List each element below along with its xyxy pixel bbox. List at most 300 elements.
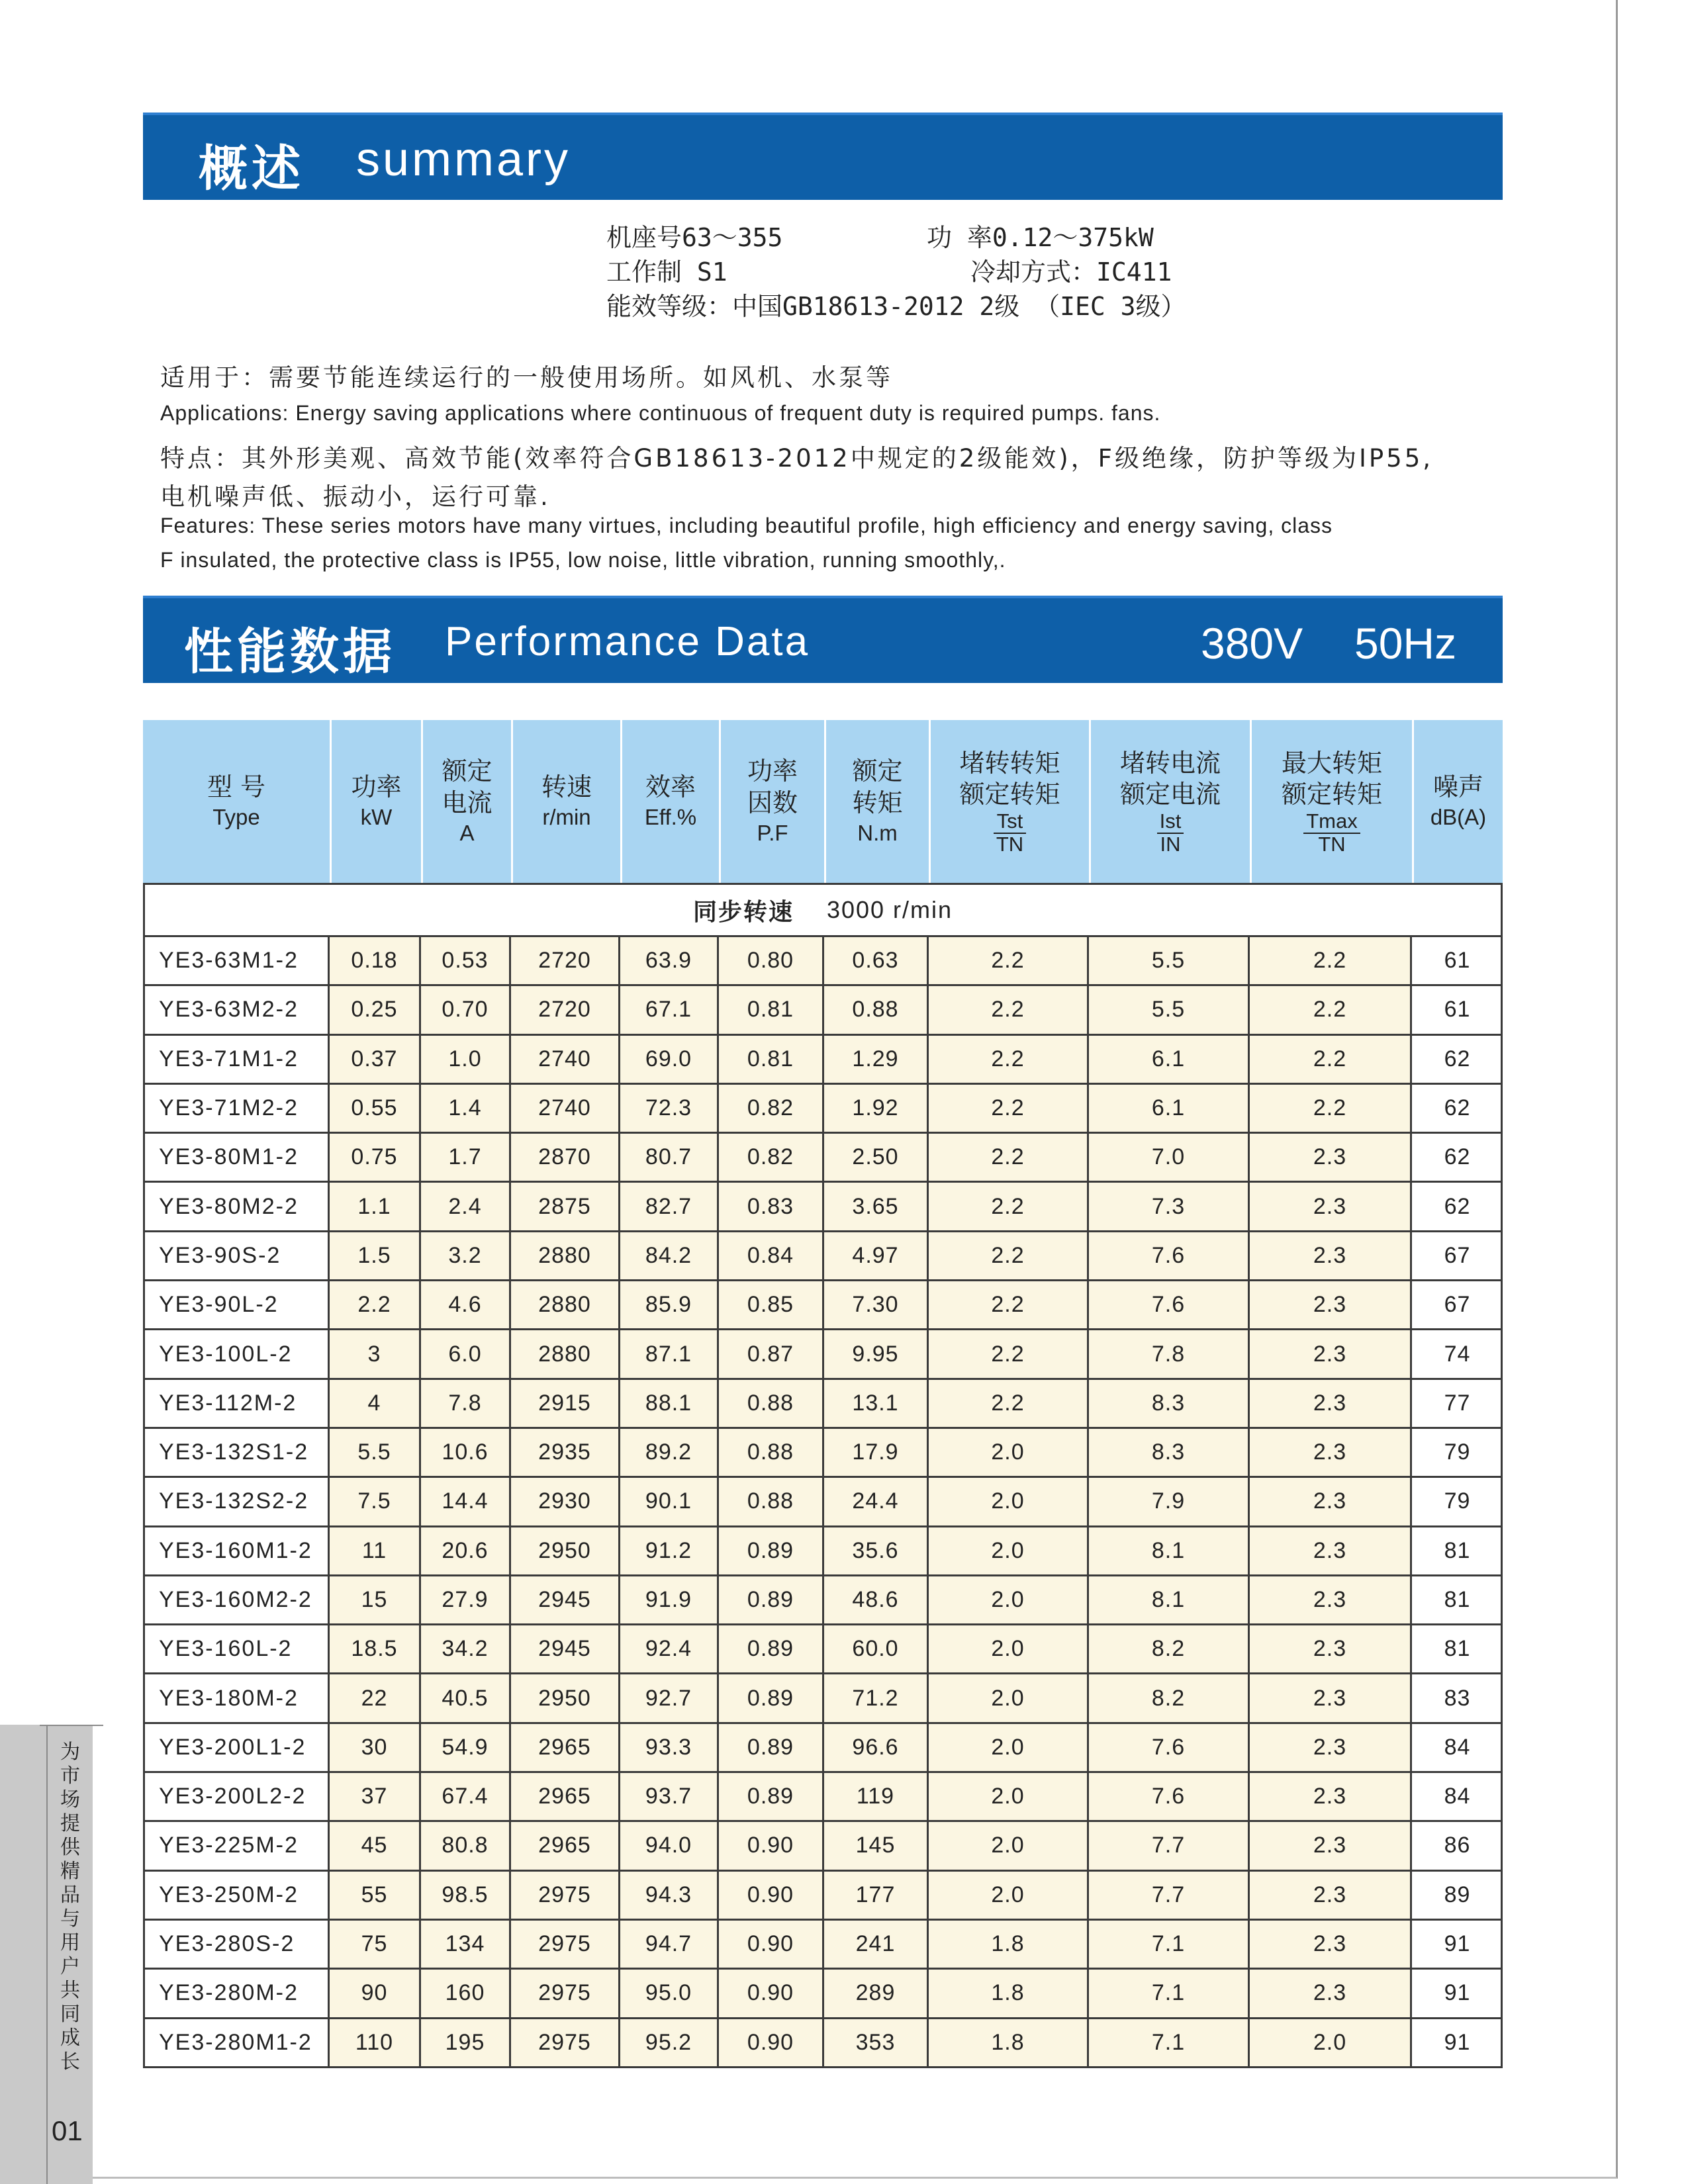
cell-ist-ratio: 5.5	[1089, 937, 1250, 984]
cell-type: YE3-200L2-2	[143, 1773, 330, 1820]
cell-ist-ratio: 7.1	[1089, 2019, 1250, 2066]
cell-power-factor: 0.81	[719, 1036, 824, 1083]
cell-noise: 81	[1444, 1587, 1471, 1612]
cell-efficiency: 85.9	[620, 1281, 719, 1328]
cell-current: 195	[421, 2019, 511, 2066]
cell-power-factor: 0.88	[719, 1380, 824, 1427]
cell-tmax-ratio: 2.2	[1250, 1085, 1412, 1132]
header-speed	[513, 720, 620, 883]
cell-current: 98.5	[421, 1872, 511, 1919]
cell-efficiency: 94.3	[620, 1872, 719, 1919]
cell-type: YE3-160M1-2	[143, 1527, 330, 1574]
header-efficiency	[622, 720, 719, 883]
cell-noise: 61	[1444, 948, 1471, 974]
cell-speed: 2975	[511, 1872, 620, 1919]
cell-rated-torque: 3.65	[824, 1183, 929, 1230]
cell-speed: 2720	[511, 986, 620, 1033]
cell-tst-ratio: 1.8	[929, 1970, 1089, 2017]
header-ist-den: IN	[1160, 832, 1181, 856]
performance-title-cn: 性能数据	[184, 623, 396, 680]
cell-power-factor: 0.90	[719, 1872, 824, 1919]
cell-speed: 2945	[511, 1625, 620, 1672]
cell-ist-ratio: 7.6	[1089, 1773, 1250, 1820]
cell-efficiency: 94.7	[620, 1921, 719, 1968]
header-noise-cn: 噪声	[1432, 772, 1483, 802]
cell-tst-ratio: 1.8	[929, 2019, 1089, 2066]
cell-tmax-ratio: 2.3	[1250, 1822, 1412, 1869]
cell-power: 5.5	[330, 1429, 421, 1476]
cell-tmax-ratio: 2.3	[1250, 1576, 1412, 1623]
cell-tst-ratio: 2.0	[929, 1872, 1089, 1919]
cell-tmax-ratio: 2.3	[1250, 1134, 1412, 1181]
table-row	[143, 1429, 1503, 1478]
cell-ist-ratio: 6.1	[1089, 1036, 1250, 1083]
cell-tst-ratio: 1.8	[929, 1921, 1089, 1968]
cell-efficiency: 69.0	[620, 1036, 719, 1083]
cell-efficiency: 94.0	[620, 1822, 719, 1869]
cell-tmax-ratio: 2.3	[1250, 1921, 1412, 1968]
cell-type: YE3-280M-2	[143, 1970, 330, 2017]
cell-ist-ratio: 7.9	[1089, 1478, 1250, 1525]
cell-speed: 2945	[511, 1576, 620, 1623]
cell-tmax-ratio: 2.3	[1250, 1380, 1412, 1427]
cell-tst-ratio: 2.0	[929, 1773, 1089, 1820]
cell-rated-torque: 60.0	[824, 1625, 929, 1672]
cell-type: YE3-80M2-2	[143, 1183, 330, 1230]
header-ist-num: Ist	[1157, 811, 1184, 834]
header-tst-cn1: 堵转转矩	[959, 748, 1060, 778]
cell-power-factor: 0.89	[719, 1576, 824, 1623]
cell-tst-ratio: 2.2	[929, 1036, 1089, 1083]
cell-efficiency: 82.7	[620, 1183, 719, 1230]
cell-efficiency: 89.2	[620, 1429, 719, 1476]
cell-current: 27.9	[421, 1576, 511, 1623]
header-efficiency-unit: Eff.%	[644, 805, 697, 830]
header-tst-den: TN	[996, 832, 1024, 856]
cell-ist-ratio: 7.3	[1089, 1183, 1250, 1230]
side-slogan: 为市场提供精品 与用户共同成长	[60, 1741, 80, 2073]
table-row	[143, 1281, 1503, 1330]
cell-efficiency: 90.1	[620, 1478, 719, 1525]
cell-current: 10.6	[421, 1429, 511, 1476]
cell-type: YE3-200L1-2	[143, 1724, 330, 1771]
cell-ist-ratio: 7.0	[1089, 1134, 1250, 1181]
cell-power-factor: 0.89	[719, 1674, 824, 1721]
header-tst-cn2: 额定转矩	[959, 780, 1060, 809]
cell-type: YE3-100L-2	[143, 1330, 330, 1377]
table-row	[143, 1576, 1503, 1625]
cell-current: 34.2	[421, 1625, 511, 1672]
cell-tst-ratio: 2.0	[929, 1478, 1089, 1525]
cell-ist-ratio: 8.1	[1089, 1576, 1250, 1623]
cell-noise: 62	[1444, 1046, 1471, 1071]
header-torque-cn2: 转矩	[852, 788, 903, 818]
cell-ist-ratio: 8.2	[1089, 1625, 1250, 1672]
cell-power: 30	[330, 1724, 421, 1771]
cell-tmax-ratio: 2.3	[1250, 1429, 1412, 1476]
header-rated-torque	[826, 720, 929, 883]
cell-current: 2.4	[421, 1183, 511, 1230]
header-speed-cn: 转速	[541, 772, 592, 802]
cell-tst-ratio: 2.2	[929, 986, 1089, 1033]
cell-type: YE3-71M1-2	[143, 1036, 330, 1083]
cell-tst-ratio: 2.2	[929, 1281, 1089, 1328]
cell-power: 55	[330, 1872, 421, 1919]
cell-type: YE3-80M1-2	[143, 1134, 330, 1181]
cell-speed: 2965	[511, 1822, 620, 1869]
cell-tmax-ratio: 2.3	[1250, 1232, 1412, 1279]
side-tick	[40, 1725, 103, 1726]
cell-tst-ratio: 2.0	[929, 1429, 1089, 1476]
cell-tmax-ratio: 2.2	[1250, 1036, 1412, 1083]
cell-tmax-ratio: 2.3	[1250, 1527, 1412, 1574]
features-en-line1: Features: These series motors have many virtues, including beautiful profile, high efficiency and energy saving, class	[160, 514, 1333, 537]
cell-noise: 91	[1444, 1931, 1471, 1957]
cell-rated-torque: 71.2	[824, 1674, 929, 1721]
cell-rated-torque: 289	[824, 1970, 929, 2017]
cell-tmax-ratio: 2.3	[1250, 1625, 1412, 1672]
header-speed-unit: r/min	[542, 805, 591, 830]
cell-noise: 61	[1444, 997, 1471, 1023]
table-row	[143, 1183, 1503, 1232]
cell-rated-torque: 119	[824, 1773, 929, 1820]
cell-ist-ratio: 7.7	[1089, 1872, 1250, 1919]
cell-rated-torque: 1.29	[824, 1036, 929, 1083]
cell-current: 1.0	[421, 1036, 511, 1083]
cell-speed: 2975	[511, 1970, 620, 2017]
cell-speed: 2740	[511, 1036, 620, 1083]
cell-noise: 83	[1444, 1685, 1471, 1711]
cell-tst-ratio: 2.0	[929, 1724, 1089, 1771]
header-tmax-cn2: 额定转矩	[1281, 780, 1382, 809]
cell-efficiency: 84.2	[620, 1232, 719, 1279]
cell-rated-torque: 241	[824, 1921, 929, 1968]
cell-power-factor: 0.82	[719, 1134, 824, 1181]
sync-speed-label: 同步转速	[692, 898, 794, 926]
cell-speed: 2935	[511, 1429, 620, 1476]
table-row	[143, 1724, 1503, 1773]
cell-ist-ratio: 7.6	[1089, 1232, 1250, 1279]
cell-tst-ratio: 2.2	[929, 1134, 1089, 1181]
side-line	[46, 1725, 48, 2184]
cell-rated-torque: 48.6	[824, 1576, 929, 1623]
header-current	[423, 720, 511, 883]
cell-current: 67.4	[421, 1773, 511, 1820]
cell-current: 1.4	[421, 1085, 511, 1132]
cell-efficiency: 88.1	[620, 1380, 719, 1427]
cell-type: YE3-280S-2	[143, 1921, 330, 1968]
cell-ist-ratio: 8.2	[1089, 1674, 1250, 1721]
cell-type: YE3-160M2-2	[143, 1576, 330, 1623]
cell-ist-ratio: 8.1	[1089, 1527, 1250, 1574]
cell-efficiency: 92.4	[620, 1625, 719, 1672]
spec-frame: 机座号63～355	[606, 223, 783, 252]
cell-current: 1.7	[421, 1134, 511, 1181]
cell-power: 2.2	[330, 1281, 421, 1328]
cell-noise: 91	[1444, 1980, 1471, 2006]
header-noise-unit: dB(A)	[1430, 805, 1487, 830]
cell-power: 110	[330, 2019, 421, 2066]
cell-power: 0.75	[330, 1134, 421, 1181]
cell-tst-ratio: 2.0	[929, 1625, 1089, 1672]
cell-tst-ratio: 2.2	[929, 1232, 1089, 1279]
cell-type: YE3-225M-2	[143, 1822, 330, 1869]
cell-power: 75	[330, 1921, 421, 1968]
cell-tst-ratio: 2.2	[929, 1183, 1089, 1230]
header-power-cn: 功率	[351, 772, 402, 802]
cell-tst-ratio: 2.0	[929, 1822, 1089, 1869]
cell-current: 7.8	[421, 1380, 511, 1427]
cell-tst-ratio: 2.2	[929, 1330, 1089, 1377]
cell-ist-ratio: 8.3	[1089, 1380, 1250, 1427]
cell-type: YE3-280M1-2	[143, 2019, 330, 2066]
cell-rated-torque: 177	[824, 1872, 929, 1919]
table-body	[143, 937, 1503, 2068]
cell-speed: 2875	[511, 1183, 620, 1230]
cell-speed: 2975	[511, 2019, 620, 2066]
cell-speed: 2950	[511, 1674, 620, 1721]
cell-tmax-ratio: 2.3	[1250, 1773, 1412, 1820]
cell-current: 6.0	[421, 1330, 511, 1377]
cell-noise: 74	[1444, 1341, 1471, 1367]
cell-rated-torque: 35.6	[824, 1527, 929, 1574]
cell-noise: 67	[1444, 1292, 1471, 1318]
table-row	[143, 1822, 1503, 1871]
cell-tst-ratio: 2.2	[929, 937, 1089, 984]
cell-efficiency: 87.1	[620, 1330, 719, 1377]
table-row	[143, 1625, 1503, 1674]
cell-efficiency: 93.7	[620, 1773, 719, 1820]
cell-power-factor: 0.90	[719, 1822, 824, 1869]
header-tmax-num: Tmax	[1303, 811, 1360, 834]
header-max-torque-ratio	[1252, 720, 1412, 883]
table-row	[143, 2019, 1503, 2068]
cell-current: 134	[421, 1921, 511, 1968]
cell-power-factor: 0.88	[719, 1429, 824, 1476]
cell-noise: 62	[1444, 1193, 1471, 1219]
header-tst-fraction	[994, 811, 1026, 855]
cell-tmax-ratio: 2.3	[1250, 1281, 1412, 1328]
cell-speed: 2975	[511, 1921, 620, 1968]
cell-power-factor: 0.85	[719, 1281, 824, 1328]
cell-power-factor: 0.81	[719, 986, 824, 1033]
cell-type: YE3-90L-2	[143, 1281, 330, 1328]
cell-ist-ratio: 7.6	[1089, 1724, 1250, 1771]
cell-current: 0.70	[421, 986, 511, 1033]
header-current-cn2: 电流	[442, 788, 492, 818]
cell-efficiency: 95.2	[620, 2019, 719, 2066]
cell-rated-torque: 1.92	[824, 1085, 929, 1132]
cell-rated-torque: 7.30	[824, 1281, 929, 1328]
cell-power: 18.5	[330, 1625, 421, 1672]
header-noise	[1414, 720, 1503, 883]
sync-speed-row	[143, 883, 1503, 937]
header-torque-unit: N.m	[857, 821, 898, 846]
cell-power: 0.55	[330, 1085, 421, 1132]
cell-noise: 86	[1444, 1833, 1471, 1858]
cell-current: 40.5	[421, 1674, 511, 1721]
cell-speed: 2740	[511, 1085, 620, 1132]
cell-efficiency: 63.9	[620, 937, 719, 984]
cell-efficiency: 80.7	[620, 1134, 719, 1181]
header-current-unit: A	[459, 821, 475, 846]
header-efficiency-cn: 效率	[645, 772, 696, 802]
cell-speed: 2870	[511, 1134, 620, 1181]
cell-tmax-ratio: 2.2	[1250, 937, 1412, 984]
table-row	[143, 986, 1503, 1035]
header-pf-unit: P.F	[757, 821, 788, 846]
cell-tmax-ratio: 2.3	[1250, 1330, 1412, 1377]
cell-power-factor: 0.90	[719, 1921, 824, 1968]
cell-ist-ratio: 6.1	[1089, 1085, 1250, 1132]
cell-power: 0.25	[330, 986, 421, 1033]
cell-type: YE3-71M2-2	[143, 1085, 330, 1132]
spec-efficiency: 能效等级：中国GB18613-2012 2级 （IEC 3级）	[606, 292, 1186, 321]
spec-duty: 工作制 S1	[606, 257, 727, 287]
cell-power-factor: 0.90	[719, 1970, 824, 2017]
cell-power: 37	[330, 1773, 421, 1820]
cell-type: YE3-112M-2	[143, 1380, 330, 1427]
cell-tmax-ratio: 2.3	[1250, 1724, 1412, 1771]
header-locked-torque-ratio	[931, 720, 1089, 883]
summary-title-en: summary	[356, 133, 571, 186]
cell-power: 90	[330, 1970, 421, 2017]
cell-speed: 2880	[511, 1281, 620, 1328]
cell-noise: 84	[1444, 1734, 1471, 1760]
cell-tmax-ratio: 2.2	[1250, 986, 1412, 1033]
cell-type: YE3-132S2-2	[143, 1478, 330, 1525]
cell-efficiency: 95.0	[620, 1970, 719, 2017]
features-cn-line2: 电机噪声低、振动小，运行可靠.	[160, 482, 551, 511]
cell-power-factor: 0.89	[719, 1724, 824, 1771]
header-ist-fraction	[1157, 811, 1184, 855]
cell-rated-torque: 17.9	[824, 1429, 929, 1476]
cell-ist-ratio: 7.1	[1089, 1970, 1250, 2017]
cell-current: 3.2	[421, 1232, 511, 1279]
cell-noise: 84	[1444, 1784, 1471, 1809]
cell-power: 15	[330, 1576, 421, 1623]
cell-type: YE3-63M1-2	[143, 937, 330, 984]
cell-type: YE3-63M2-2	[143, 986, 330, 1033]
header-ist-cn1: 堵转电流	[1119, 748, 1221, 778]
cell-power-factor: 0.84	[719, 1232, 824, 1279]
cell-power: 22	[330, 1674, 421, 1721]
summary-banner	[143, 113, 1503, 200]
cell-efficiency: 93.3	[620, 1724, 719, 1771]
table-row	[143, 937, 1503, 986]
cell-power: 1.1	[330, 1183, 421, 1230]
cell-tst-ratio: 2.0	[929, 1576, 1089, 1623]
cell-type: YE3-180M-2	[143, 1674, 330, 1721]
header-torque-cn1: 额定	[852, 756, 903, 786]
cell-noise: 79	[1444, 1488, 1471, 1514]
header-tst-num: Tst	[994, 811, 1026, 834]
header-tmax-fraction	[1303, 811, 1360, 855]
header-type	[143, 720, 330, 883]
page-number: 01	[52, 2115, 83, 2146]
cell-speed: 2720	[511, 937, 620, 984]
header-power-factor	[721, 720, 824, 883]
cell-power-factor: 0.89	[719, 1527, 824, 1574]
cell-rated-torque: 0.63	[824, 937, 929, 984]
table-row	[143, 1085, 1503, 1134]
cell-ist-ratio: 7.7	[1089, 1822, 1250, 1869]
cell-current: 20.6	[421, 1527, 511, 1574]
header-current-cn1: 额定	[442, 756, 492, 786]
cell-rated-torque: 145	[824, 1822, 929, 1869]
cell-noise: 81	[1444, 1537, 1471, 1563]
features-cn-line1: 特点：其外形美观、高效节能(效率符合GB18613-2012中规定的2级能效)，F级绝缘，防护等级为IP55,	[160, 444, 1434, 473]
cell-power: 4	[330, 1380, 421, 1427]
header-pf-cn1: 功率	[747, 756, 798, 786]
cell-current: 0.53	[421, 937, 511, 984]
cell-speed: 2965	[511, 1773, 620, 1820]
voltage-label: 380V	[1201, 619, 1303, 668]
header-ist-cn2: 额定电流	[1119, 780, 1221, 809]
cell-efficiency: 67.1	[620, 986, 719, 1033]
applications-en: Applications: Energy saving applications where continuous of frequent duty is required pumps. fans.	[160, 401, 1161, 425]
table-row	[143, 1134, 1503, 1183]
performance-banner	[143, 596, 1503, 683]
cell-tmax-ratio: 2.3	[1250, 1872, 1412, 1919]
header-type-cn: 型 号	[207, 772, 266, 802]
cell-speed: 2915	[511, 1380, 620, 1427]
cell-type: YE3-132S1-2	[143, 1429, 330, 1476]
cell-power-factor: 0.83	[719, 1183, 824, 1230]
cell-tmax-ratio: 2.3	[1250, 1674, 1412, 1721]
cell-power: 7.5	[330, 1478, 421, 1525]
cell-power-factor: 0.87	[719, 1330, 824, 1377]
cell-power-factor: 0.90	[719, 2019, 824, 2066]
table-row	[143, 1478, 1503, 1527]
header-type-en: Type	[212, 805, 260, 830]
cell-ist-ratio: 8.3	[1089, 1429, 1250, 1476]
cell-efficiency: 92.7	[620, 1674, 719, 1721]
header-pf-cn2: 因数	[747, 788, 798, 818]
cell-power: 3	[330, 1330, 421, 1377]
header-power	[332, 720, 421, 883]
header-power-unit: kW	[360, 805, 393, 830]
cell-ist-ratio: 5.5	[1089, 986, 1250, 1033]
cell-type: YE3-90S-2	[143, 1232, 330, 1279]
frequency-label: 50Hz	[1354, 619, 1457, 668]
cell-power-factor: 0.89	[719, 1773, 824, 1820]
cell-type: YE3-250M-2	[143, 1872, 330, 1919]
cell-rated-torque: 96.6	[824, 1724, 929, 1771]
cell-ist-ratio: 7.8	[1089, 1330, 1250, 1377]
cell-rated-torque: 9.95	[824, 1330, 929, 1377]
cell-current: 4.6	[421, 1281, 511, 1328]
cell-noise: 62	[1444, 1095, 1471, 1121]
cell-power-factor: 0.89	[719, 1625, 824, 1672]
spec-cooling: 冷却方式：IC411	[970, 257, 1172, 287]
table-row	[143, 1921, 1503, 1970]
table-header	[143, 720, 1503, 883]
cell-tmax-ratio: 2.3	[1250, 1478, 1412, 1525]
cell-speed: 2950	[511, 1527, 620, 1574]
cell-ist-ratio: 7.6	[1089, 1281, 1250, 1328]
header-tmax-den: TN	[1318, 832, 1346, 856]
table-row	[143, 1527, 1503, 1576]
summary-title-cn: 概述	[199, 140, 305, 197]
cell-noise: 67	[1444, 1242, 1471, 1268]
cell-type: YE3-160L-2	[143, 1625, 330, 1672]
cell-tst-ratio: 2.0	[929, 1527, 1089, 1574]
cell-tst-ratio: 2.2	[929, 1380, 1089, 1427]
header-tmax-cn1: 最大转矩	[1281, 748, 1382, 778]
cell-noise: 62	[1444, 1144, 1471, 1170]
cell-power: 11	[330, 1527, 421, 1574]
